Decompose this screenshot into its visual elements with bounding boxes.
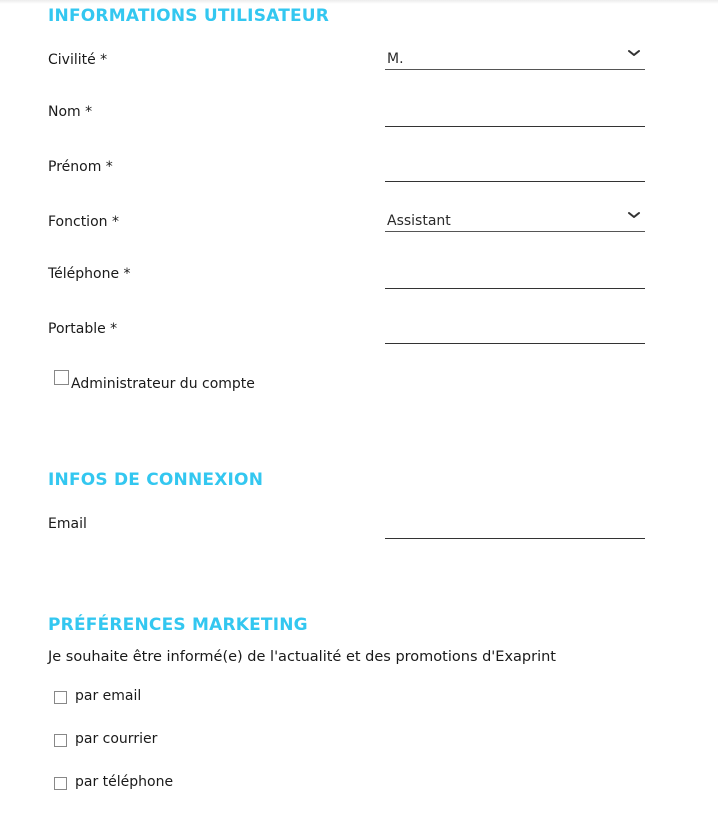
marketing-courrier-label: par courrier — [75, 731, 158, 747]
marketing-email-checkbox[interactable] — [54, 691, 67, 704]
section-title-marketing: PRÉFÉRENCES MARKETING — [48, 615, 308, 635]
chevron-down-icon — [627, 48, 641, 58]
admin-checkbox[interactable] — [54, 370, 69, 385]
nom-label: Nom * — [48, 104, 93, 120]
section-title-login-info: INFOS DE CONNEXION — [48, 470, 264, 490]
email-input[interactable] — [385, 517, 645, 539]
marketing-courrier-checkbox[interactable] — [54, 734, 67, 747]
telephone-input[interactable] — [385, 267, 645, 289]
civilite-value: M. — [387, 51, 404, 67]
nom-input[interactable] — [385, 105, 645, 127]
chevron-down-icon — [627, 210, 641, 220]
portable-label: Portable * — [48, 321, 118, 337]
fonction-select[interactable] — [385, 210, 645, 232]
email-label: Email — [48, 516, 87, 532]
admin-checkbox-label: Administrateur du compte — [71, 376, 255, 392]
fonction-value: Assistant — [387, 213, 451, 229]
top-shadow — [0, 0, 718, 4]
fonction-label: Fonction * — [48, 214, 119, 230]
section-title-user-info: INFORMATIONS UTILISATEUR — [48, 6, 330, 26]
marketing-intro-text: Je souhaite être informé(e) de l'actualité et des promotions d'Exaprint — [48, 649, 556, 665]
civilite-select[interactable] — [385, 48, 645, 70]
telephone-label: Téléphone * — [48, 266, 131, 282]
prenom-label: Prénom * — [48, 159, 113, 175]
marketing-telephone-label: par téléphone — [75, 774, 174, 790]
civilite-label: Civilité * — [48, 52, 108, 68]
marketing-telephone-checkbox[interactable] — [54, 777, 67, 790]
portable-input[interactable] — [385, 322, 645, 344]
prenom-input[interactable] — [385, 160, 645, 182]
marketing-email-label: par email — [75, 688, 142, 704]
